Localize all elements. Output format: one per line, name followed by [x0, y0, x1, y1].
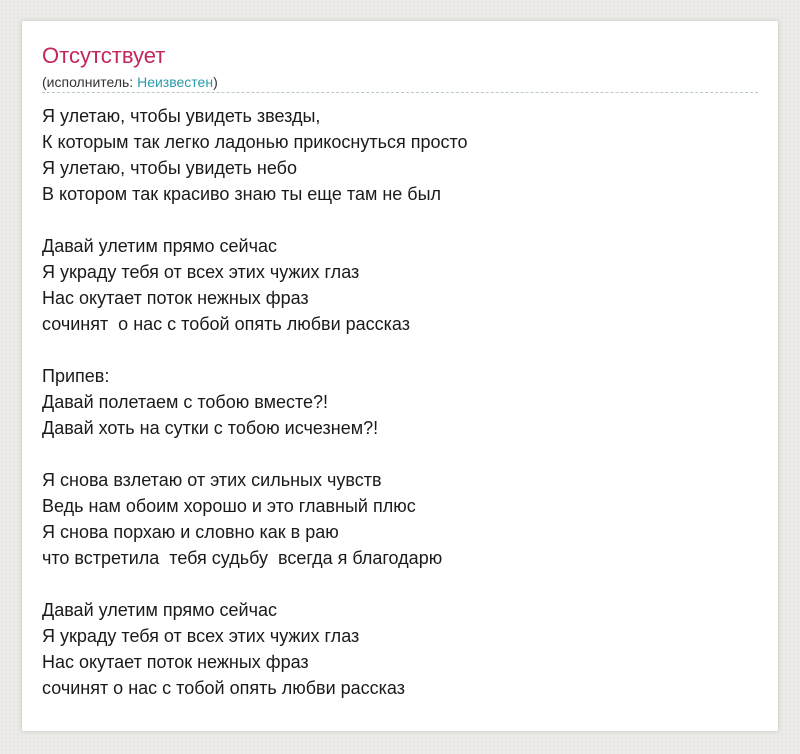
lyrics-line: Я украду тебя от всех этих чужих глаз [42, 626, 360, 646]
artist-prefix: (исполнитель: [42, 74, 138, 90]
lyrics-line: В котором так красиво знаю ты еще там не был [42, 184, 442, 204]
lyrics-blank-line [42, 571, 758, 597]
lyrics-line: Давай хоть на сутки с тобою исчезнем?! [42, 418, 379, 438]
lyrics-line: Нас окутает поток нежных фраз [42, 288, 309, 308]
lyrics-line: Припев: [42, 366, 110, 386]
lyrics-line: Нас окутает поток нежных фраз [42, 652, 309, 672]
lyrics-text [42, 103, 758, 701]
lyrics-line: Давай улетим прямо сейчас [42, 236, 277, 256]
artist-link[interactable]: Неизвестен [137, 74, 214, 90]
lyrics-line: Я украду тебя от всех этих чужих глаз [42, 262, 360, 282]
lyrics-line: что встретила тебя судьбу всегда я благодарю [42, 548, 443, 568]
artist-line [42, 73, 218, 91]
lyrics-line: Я улетаю, чтобы увидеть небо [42, 158, 297, 178]
title-divider [42, 92, 758, 93]
artist-suffix: ) [213, 74, 218, 90]
lyrics-line: Я снова взлетаю от этих сильных чувств [42, 470, 382, 490]
lyrics-line: Давай полетаем с тобою вместе?! [42, 392, 329, 412]
lyrics-line: Ведь нам обоим хорошо и это главный плюс [42, 496, 416, 516]
lyrics-line: Я снова порхаю и словно как в раю [42, 522, 339, 542]
lyrics-blank-line [42, 207, 758, 233]
lyrics-line: Давай улетим прямо сейчас [42, 600, 277, 620]
song-title: Отсутствует [42, 43, 166, 68]
lyrics-blank-line [42, 441, 758, 467]
lyrics-blank-line [42, 337, 758, 363]
lyrics-card [22, 21, 778, 731]
lyrics-line: сочинят о нас с тобой опять любви рассказ [42, 314, 410, 334]
lyrics-line: К которым так легко ладонью прикоснуться просто [42, 132, 468, 152]
lyrics-line: сочинят о нас с тобой опять любви рассказ [42, 678, 405, 698]
lyrics-line: Я улетаю, чтобы увидеть звезды, [42, 106, 321, 126]
